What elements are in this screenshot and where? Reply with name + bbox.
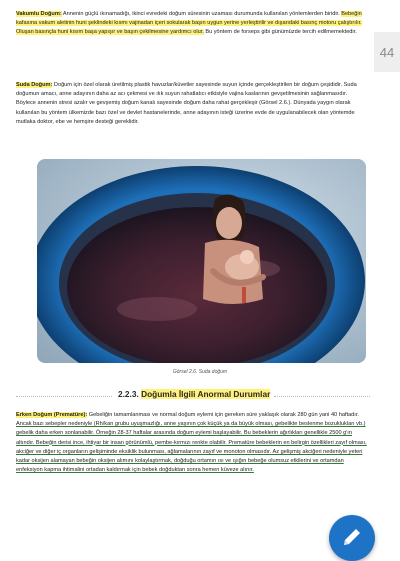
section-rule-right (274, 396, 370, 397)
page-number: 44 (379, 44, 395, 60)
vakumlu-text-a: Annenin güçlü ıkınamadığı, ikinci evredeki doğum süresinin uzaması durumunda kullanılan yöntemlerden biridir. (61, 11, 342, 17)
figure-caption: Görsel 2.6. Suda doğum (172, 369, 228, 375)
erken-paragraph (16, 411, 368, 475)
pencil-icon (341, 526, 363, 548)
suda-paragraph (16, 81, 368, 127)
erken-term: Erken Doğum (Prematüre): (16, 412, 88, 418)
erken-text-a: Gebeliğin tamamlanması ve normal doğum eylemi için gereken süre yaklaşık olarak 280 gün yani 40 haftadır. (87, 412, 359, 418)
section-rule-left (16, 396, 112, 397)
vakumlu-paragraph (16, 10, 368, 38)
water-birth-photo (37, 159, 366, 363)
section-heading (0, 389, 400, 403)
section-number: 2.2.3. (118, 389, 139, 399)
suda-term: Suda Doğum: (16, 82, 53, 88)
vakumlu-term: Vakumlu Doğum: (16, 11, 62, 17)
suda-text: Doğum için özel olarak üretilmiş plastik havuzlar/küvetler sayesinde suyun içinde gerçekleştirilen bir doğum çeşididir. Suda doğumun amacı, anne adayının daha az acı çekmesi ve ılık suyun rahatlatıcı etkisiyle vajina kaslarının gevşetilmesinin sağlanmasıdır. Böylece annenin stresi azalır ve gevşemiş doğum kanalı sayesinde doğum daha rahat gerçekleşir (Görsel 2.6.). Dünyada yaygın olarak kullanılan bu yöntem ülkemizde bazı özel ve devlet hastanelerinde, anne adayının isteği üzerine evde de uygulanabilecek olan yöntemde mutlaka doktor, ebe ve hemşire desteği gereklidir. (16, 82, 357, 125)
erken-text-underlined: Ancak bazı sebepler nedeniyle (Rh/kan grubu uyuşmazlığı, anne yaşının çok küçük ya da büyük olması, gebelikte beslenme bozuklukları vb.) gebelik daha erken sonlanabilir. Örneğin 28-37 haftalar arasında doğum eylemi başlayabilir. Bu bebeklerin ağırlıkları genellikle 2500 g'ın altındır. Bebeğin derisi ince, ihtiyar bir insan görünümlü, pembe-kırmızı renkte olabilir. Prematüre bebeklerin en belirgin özellikleri zayıf olması, akciğer ve diğer iç organların gelişiminde eksiklik bulunması, ağlamalarının zayıf ve monoton olmasıdır. Az gelişmiş akciğeri nedeniyle yeteri kadar oksijen alamayan bebeğin oksijen alımını kolaylaştırmak, doğduğu ortamın ısı ve ışığın bebeğe olumsuz etkilerini ve ortamdan enfeksiyon kapma ihtimalini ortadan kaldırmak için bebek doğduktan sonra hemen küveze alınır. (16, 421, 367, 474)
vakumlu-text-highlight: Bebeğin kafasına vakum aletinin huni şeklindeki kısmı vajinadan içeri sokularak başın uygun yerine yerleştirilir ve dışarıdaki basınç motoru çalıştırılır. Oluşan basınçla huni kısım başa yapışır ve başın çekilmesine yardımcı olur. (16, 11, 362, 36)
page-number-tab (374, 32, 400, 72)
section-title: Doğumla İlgili Anormal Durumlar (141, 389, 271, 399)
water-birth-illustration (37, 159, 366, 363)
edit-fab-button[interactable] (329, 515, 375, 561)
vakumlu-text-b: Bu yöntem de forseps gibi günümüzde tercih edilmemektedir. (203, 29, 357, 36)
